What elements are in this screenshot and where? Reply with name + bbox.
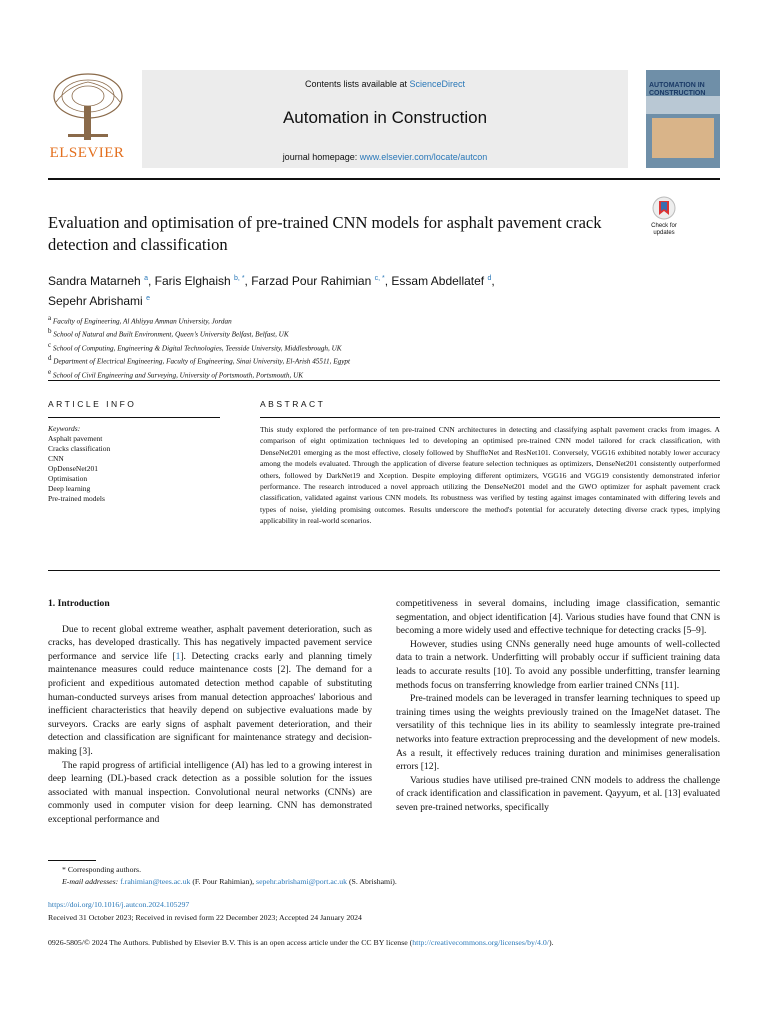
license-line: 0926-5805/© 2024 The Authors. Published by Elsevier B.V. This is an open access article under the CC BY license (http://creativecommons.org/licenses/by/4.0/). <box>48 938 554 947</box>
tree-icon <box>48 72 128 144</box>
email-line: E-mail addresses: f.rahimian@tees.ac.uk (F. Pour Rahimian), sepehr.abrishami@port.ac.uk (S. Abrishami). <box>62 877 397 886</box>
email-link[interactable]: sepehr.abrishami@port.ac.uk <box>256 877 348 886</box>
keyword: Cracks classification <box>48 444 111 453</box>
body-column-right <box>396 597 720 815</box>
affiliation: $^b$ School of Natural and Built Environment, Queen’s University Belfast, Belfast, UK <box>48 327 289 339</box>
paragraph: Due to recent global extreme weather, asphalt pavement deterioration, such as cracks, has developed drastically. This has negatively impacted pavement service performance and service life [1]. Detecting cracks early and planning timely maintenance measures could reduce maintenance costs [2]. The demand for a proficient and expeditious automated detection method capable of substituting human-conducted surveys arises from manual detection approaches' laborious and inefficient characteristics that heavily depend on subjective evaluations made by surveyors. Cracks are early signs of asphalt pavement deterioration, and their detection and classification are significant for maintenance strategy and decision-making [3]. <box>48 623 372 757</box>
publisher-name: ELSEVIER <box>49 145 125 161</box>
divider <box>260 417 720 418</box>
check-updates-label: Check for updates <box>651 223 677 236</box>
abstract-heading: ABSTRACT <box>260 399 326 409</box>
affiliation-list <box>48 313 720 380</box>
journal-title: Automation in Construction <box>282 108 488 127</box>
abstract-text: This study explored the performance of ten pre-trained CNN architectures in detecting and classifying asphalt pavement cracks from images. A comparison of eight optimization techniques led to developing an optimised pre-trained CNN model tailored for crack classification, with DenseNet201 emerging as the most effective, closely followed by ShuffleNet and ResNet101. Conversely, VGG16 exhibited notably lower accuracy among the models evaluated. Through the application of diverse feature selection techniques as optimizers, DenseNet201 consistently outperformed others, followed by DarkNet19 and Xception. Despite employing different optimizers, VGG16 and VGG19 consistently demonstrated inferior performance. The research introduced a novel approach utilizing the DenseNet201 model and the GWO optimizer for asphalt pavement crack classification, validated against various CNN models. Its robustness was verified by testing against images contaminated with differing levels and types of noise, yielding promising outcomes. Results underscore the method's potential for accurately detecting diverse crack types, implying applicability in real-world scenarios. <box>260 425 720 526</box>
author[interactable]: Faris Elghaish $^{b, *}$ <box>154 274 245 288</box>
keyword: Optimisation <box>48 474 88 483</box>
divider <box>48 380 720 381</box>
keywords-label: Keywords: <box>48 424 81 433</box>
keyword: Asphalt pavement <box>48 434 103 443</box>
citation-link[interactable]: 1 <box>175 650 181 662</box>
paragraph: Pre-trained models can be leveraged in transfer learning techniques to speed up training times using the weights previously trained on the ImageNet dataset. The versatility of this technique lies in its ability to seamlessly integrate pre-trained networks into feature extraction preprocessing and the development of new models. As a result, it effectively reduces training duration and minimises generalisation errors [12]. <box>396 693 720 773</box>
author-list: Sandra Matarneh $^a$, Faris Elghaish $^{b, *}$, Farzad Pour Rahimian $^{c, *}$, Essam Abdellatef $^d$, Sepehr Abrishami $^e$ <box>48 274 495 308</box>
paragraph: competitiveness in several domains, including image classification, semantic segmentation, and object identification [4]. Various studies have found that CNN is becoming a more widely used and effective technique for detecting cracks [5–9]. <box>396 598 720 637</box>
article-info-panel <box>48 399 220 504</box>
homepage-prefix: journal homepage: <box>282 152 360 162</box>
header-divider <box>48 178 720 180</box>
divider <box>48 570 720 571</box>
paper-title: Evaluation and optimisation of pre-trained CNN models for asphalt pavement crack detection and classification <box>48 213 602 254</box>
footnote-divider <box>48 860 96 861</box>
homepage-line <box>142 152 628 162</box>
author[interactable]: Sepehr Abrishami $^e$ <box>48 294 150 308</box>
paragraph: Various studies have utilised pre-trained CNN models to address the challenge of crack identification and classification in pavement. Qayyum, et al. [13] evaluated seven pre-trained networks, specifically <box>396 774 720 813</box>
journal-header <box>48 70 720 172</box>
author[interactable]: Sandra Matarneh $^a$ <box>48 274 148 288</box>
sciencedirect-link[interactable]: ScienceDirect <box>409 79 466 89</box>
journal-info-box <box>142 70 628 168</box>
article-info-heading: ARTICLE INFO <box>48 399 137 409</box>
paragraph: The rapid progress of artificial intelligence (AI) has led to a growing interest in deep learning (DL)-based crack detection as a possible solution for the issues associated with manual inspection. Convolutional neural networks (CNNs) are commonly used in computer vision for deep learning. CNN has demonstrated exceptional performance and <box>48 759 372 825</box>
keyword: Deep learning <box>48 484 91 493</box>
check-for-updates-badge[interactable] <box>646 196 682 236</box>
abstract-panel <box>260 399 720 527</box>
footnotes <box>48 864 720 888</box>
affiliation: $^e$ School of Civil Engineering and Surveying, University of Portsmouth, Portsmouth, UK <box>48 367 304 379</box>
keyword: CNN <box>48 454 64 463</box>
affiliation: $^a$ Faculty of Engineering, Al Ahliyya Amman University, Jordan <box>48 314 232 326</box>
license-link[interactable]: http://creativecommons.org/licenses/by/4.0/ <box>412 938 549 947</box>
journal-cover-image[interactable] <box>646 70 720 168</box>
cover-photo <box>652 118 714 158</box>
keyword-list <box>48 424 220 504</box>
affiliation: $^d$ Department of Electrical Engineering, Faculty of Engineering, Sinai University, El-Arish 45511, Egypt <box>48 354 350 366</box>
elsevier-logo[interactable] <box>48 72 128 168</box>
cover-title: AUTOMATION IN CONSTRUCTION <box>649 82 706 97</box>
author[interactable]: Farzad Pour Rahimian $^{c, *}$ <box>251 274 385 288</box>
received-dates: Received 31 October 2023; Received in revised form 22 December 2023; Accepted 24 January 2024 <box>48 913 362 922</box>
affiliation: $^c$ School of Computing, Engineering & Digital Technologies, Teesside University, Middlesbrough, UK <box>48 340 342 353</box>
author[interactable]: Essam Abdellatef $^d$ <box>391 274 492 288</box>
contents-prefix: Contents lists available at <box>304 79 410 89</box>
email-label: E-mail addresses: <box>62 877 121 886</box>
contents-line <box>142 79 628 89</box>
divider <box>48 417 220 418</box>
homepage-link[interactable]: www.elsevier.com/locate/autcon <box>359 152 488 162</box>
email-link[interactable]: f.rahimian@tees.ac.uk <box>120 877 191 886</box>
keyword: Pre-trained models <box>48 494 105 503</box>
keyword: OpDenseNet201 <box>48 464 98 473</box>
corresponding-note: * Corresponding authors. <box>62 865 142 874</box>
body-column-left <box>48 597 372 827</box>
paragraph: However, studies using CNNs generally need huge amounts of well-collected data to train a network. Underfitting will probably occur if sufficient training data leads to accurate results [10]. To avoid any possible underfitting, transfer learning methods focus on transferring knowledge from earlier trained CNNs [11]. <box>396 638 720 691</box>
section-heading: 1. Introduction <box>48 598 110 609</box>
doi-link[interactable]: https://doi.org/10.1016/j.autcon.2024.105297 <box>48 900 190 909</box>
bookmark-icon <box>652 196 676 220</box>
cover-band <box>646 96 720 114</box>
